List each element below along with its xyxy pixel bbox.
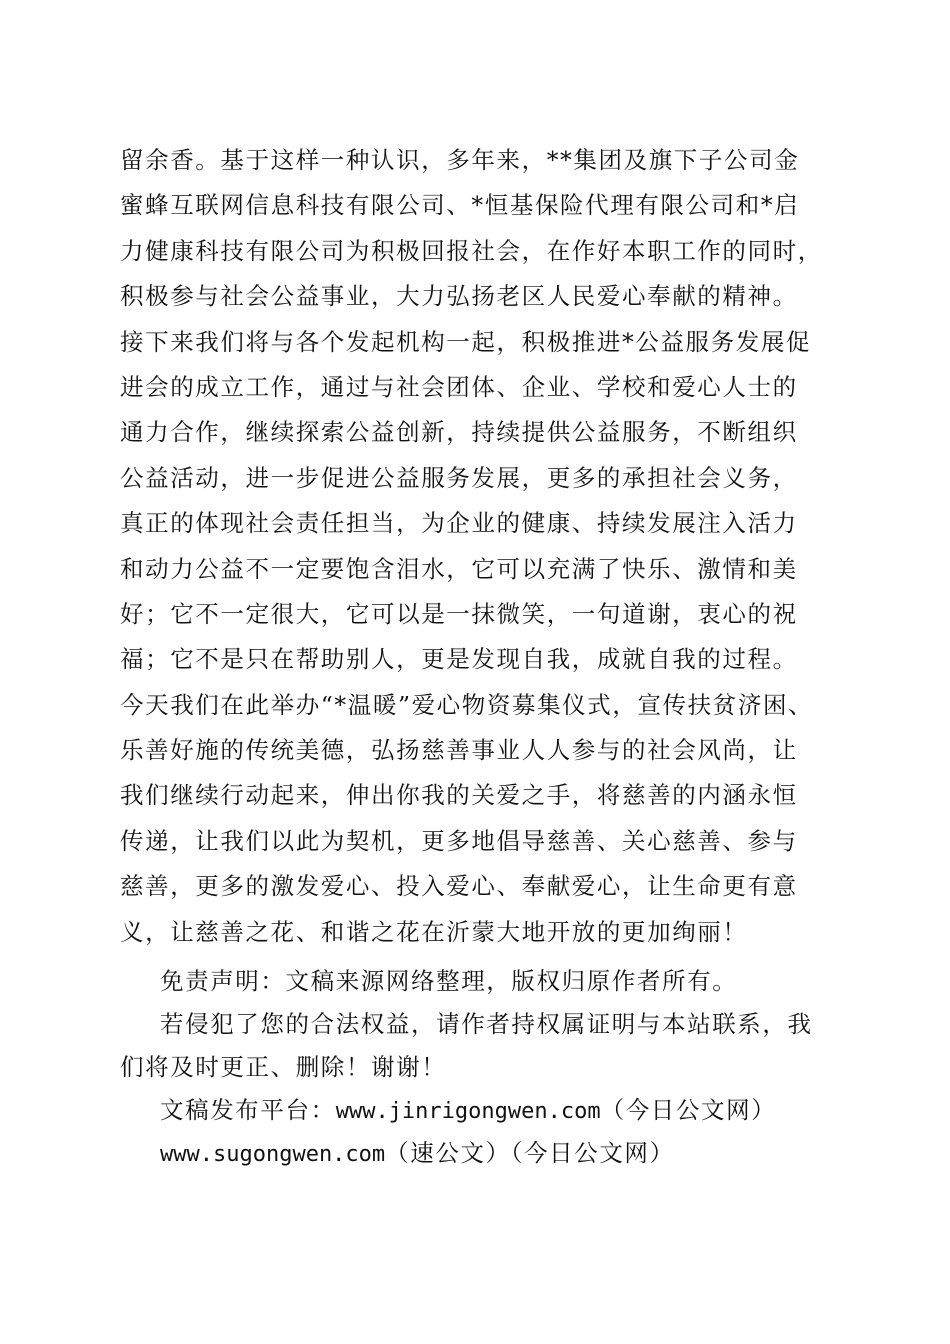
text-line: 通力合作，继续探索公益创新，持续提供公益服务，不断组织 xyxy=(120,418,798,447)
platform-suffix: （今日公文网） xyxy=(600,1096,777,1124)
text-line: 好；它不一定很大，它可以是一抹微笑，一句道谢，衷心的祝 xyxy=(120,599,798,628)
document-footer xyxy=(120,960,832,1175)
text-line: 我们继续行动起来，伸出你我的关爱之手，将慈善的内涵永恒 xyxy=(120,781,798,810)
text-line: 义，让慈善之花、和谐之花在沂蒙大地开放的更加绚丽！ xyxy=(120,917,748,946)
text-line: 进会的成立工作，通过与社会团体、企业、学校和爱心人士的 xyxy=(120,372,798,401)
infringement-notice-cont: 们将及时更正、删除！谢谢！ xyxy=(120,1053,447,1081)
alt-suffix: （速公文）（今日公文网） xyxy=(385,1139,675,1167)
document-body xyxy=(120,138,832,955)
text-line: 传递，让我们以此为契机，更多地倡导慈善、关心慈善、参与 xyxy=(120,826,798,855)
text-line: 今天我们在此举办“*温暖”爱心物资募集仪式，宣传扶贫济困、 xyxy=(120,690,814,719)
text-line: 乐善好施的传统美德，弘扬慈善事业人人参与的社会风尚，让 xyxy=(120,736,798,765)
infringement-notice: 若侵犯了您的合法权益，请作者持权属证明与本站联系，我 xyxy=(160,1010,813,1038)
text-line: 积极参与社会公益事业，大力弘扬老区人民爱心奉献的精神。 xyxy=(120,282,798,311)
text-line: 慈善，更多的激发爱心、投入爱心、奉献爱心，让生命更有意 xyxy=(120,872,798,901)
text-line: 真正的体现社会责任担当，为企业的健康、持续发展注入活力 xyxy=(120,509,798,538)
alt-platform-line xyxy=(120,1132,832,1175)
text-line: 公益活动，进一步促进公益服务发展，更多的承担社会义务， xyxy=(120,463,798,492)
text-line: 接下来我们将与各个发起机构一起，积极推进*公益服务发展促 xyxy=(120,327,812,356)
platform-line xyxy=(120,1089,832,1132)
text-line: 力健康科技有限公司为积极回报社会，在作好本职工作的同时， xyxy=(120,236,823,265)
text-line: 蜜蜂互联网信息科技有限公司、*恒基保险代理有限公司和*启 xyxy=(120,191,800,220)
disclaimer: 免责声明：文稿来源网络整理，版权归原作者所有。 xyxy=(160,967,738,995)
platform-url: www.jinrigongwen.com xyxy=(335,1099,601,1124)
text-line: 留余香。基于这样一种认识，多年来，**集团及旗下子公司金 xyxy=(120,146,800,174)
alt-url: www.sugongwen.com xyxy=(160,1142,386,1167)
text-line: 福；它不是只在帮助别人，更是发现自我，成就自我的过程。 xyxy=(120,645,798,674)
text-line: 和动力公益不一定要饱含泪水，它可以充满了快乐、激情和美 xyxy=(120,554,798,583)
platform-label: 文稿发布平台： xyxy=(160,1096,336,1124)
